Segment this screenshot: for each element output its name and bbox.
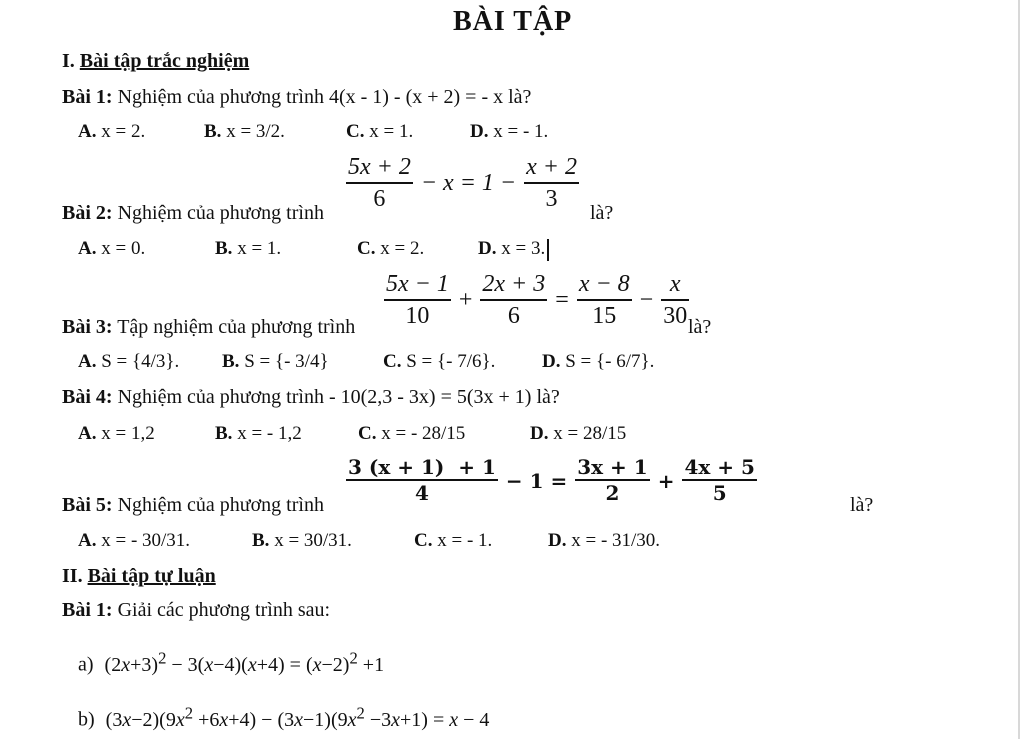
- fraction: [661, 271, 689, 331]
- option-value: x = - 28/15: [376, 423, 466, 444]
- option-b: [215, 423, 302, 445]
- equation-q3: [384, 271, 689, 331]
- option-c: [358, 423, 465, 445]
- numerator: x − 8: [577, 271, 632, 301]
- minus-operator: −: [639, 287, 654, 314]
- fraction: [480, 271, 547, 331]
- item-label: a): [78, 653, 94, 676]
- option-value: x = - 1.: [488, 121, 549, 142]
- option-key: C.: [414, 530, 433, 551]
- question-text: Nghiệm của phương trình: [112, 202, 324, 224]
- option-value: x = 0.: [96, 238, 146, 259]
- question-5: [62, 494, 324, 517]
- option-key: D.: [530, 423, 549, 444]
- exercise-1: [62, 599, 330, 622]
- denominator: 4: [414, 481, 429, 505]
- equals-operator: =: [555, 287, 569, 314]
- option-key: D.: [542, 351, 561, 372]
- option-key: B.: [204, 121, 222, 142]
- section-heading-text: I. Bài tập trắc nghiệm: [62, 50, 250, 72]
- question-text: Nghiệm của phương trình: [112, 494, 324, 516]
- option-value: x = - 1,2: [232, 423, 302, 444]
- denominator: 10: [405, 302, 430, 329]
- numerator: x + 2: [524, 154, 579, 184]
- option-key: B.: [215, 423, 233, 444]
- item-label: b): [78, 708, 95, 731]
- option-value: S = {- 6/7}.: [560, 351, 655, 372]
- text-cursor: [547, 239, 549, 261]
- option-d: [470, 121, 548, 143]
- denominator: 6: [373, 185, 386, 212]
- question-text: Tập nghiệm của phương trình: [112, 316, 356, 338]
- numerator: x: [661, 271, 689, 301]
- equation-operator: − x = 1 −: [420, 170, 517, 197]
- option-c: [414, 530, 492, 552]
- question-1: [62, 86, 531, 109]
- option-d: [530, 423, 626, 445]
- question-suffix: là?: [850, 494, 874, 516]
- option-a: [78, 238, 145, 260]
- denominator: 2: [605, 481, 620, 505]
- equation-1b: $(3x-2)(9x^2 +6x+4) - (3x-1)(9x^2 -3x+1) = x - 4$: [105, 703, 490, 731]
- denominator: 3: [545, 185, 558, 212]
- option-key: A.: [78, 423, 97, 444]
- option-value: x = 2.: [375, 238, 425, 259]
- question-label: Bài 4:: [62, 386, 113, 408]
- option-value: x = 28/15: [548, 423, 627, 444]
- option-d: [542, 351, 654, 373]
- option-a: [78, 423, 155, 445]
- exercise-label: Bài 1:: [62, 599, 113, 621]
- fraction: [577, 271, 632, 331]
- numerator: 3 (x + 1) + 1: [348, 455, 496, 479]
- option-key: C.: [383, 351, 402, 372]
- option-value: x = - 1.: [432, 530, 493, 551]
- option-key: C.: [357, 238, 376, 259]
- question-label: Bài 3:: [62, 316, 113, 338]
- question-text: Nghiệm của phương trình - 10(2,3 - 3x) = 5(3x + 1) là?: [112, 386, 560, 408]
- equation-1a: $(2x+3)^2 - 3(x-4)(x+4) = (x-2)^2 +1$: [104, 648, 385, 676]
- option-c: [383, 351, 495, 373]
- option-key: A.: [78, 530, 97, 551]
- question-4: [62, 386, 560, 409]
- section-heading-multiple-choice: [62, 50, 249, 73]
- denominator: 30: [663, 302, 688, 329]
- option-key: D.: [478, 238, 497, 259]
- option-key: A.: [78, 238, 97, 259]
- option-key: A.: [78, 121, 97, 142]
- option-value: x = 3.: [496, 238, 546, 259]
- option-value: S = {- 7/6}.: [401, 351, 496, 372]
- numerator: 4x + 5: [684, 455, 755, 479]
- option-value: x = 30/31.: [269, 530, 352, 551]
- fraction: [346, 456, 498, 506]
- option-d: [548, 530, 660, 552]
- option-value: x = 1.: [364, 121, 414, 142]
- question-2: [62, 202, 324, 225]
- numerator: 5x − 1: [384, 271, 451, 301]
- option-b: [222, 351, 329, 373]
- option-b: [252, 530, 352, 552]
- option-a: [78, 530, 190, 552]
- numerator: 3x + 1: [577, 455, 648, 479]
- question-label: Bài 2:: [62, 202, 113, 224]
- option-value: x = - 30/31.: [96, 530, 191, 551]
- fraction: [384, 271, 451, 331]
- denominator: 5: [712, 481, 727, 505]
- option-key: C.: [358, 423, 377, 444]
- page-edge: [1018, 0, 1020, 739]
- page-title: BÀI TẬP: [453, 6, 573, 37]
- question-3: [62, 316, 355, 339]
- option-a: [78, 351, 179, 373]
- option-key: D.: [548, 530, 567, 551]
- question-suffix: là?: [688, 316, 712, 338]
- denominator: 6: [507, 302, 520, 329]
- option-c: [346, 121, 413, 143]
- option-key: B.: [215, 238, 233, 259]
- option-d: [478, 238, 549, 261]
- option-value: x = - 31/30.: [566, 530, 661, 551]
- option-key: C.: [346, 121, 365, 142]
- option-value: x = 3/2.: [221, 121, 285, 142]
- fraction: [524, 154, 579, 214]
- option-value: x = 2.: [96, 121, 146, 142]
- equation-operator: − 1 =: [505, 469, 568, 493]
- numerator: 5x + 2: [346, 154, 413, 184]
- option-value: x = 1.: [232, 238, 282, 259]
- option-c: [357, 238, 424, 260]
- option-b: [215, 238, 281, 260]
- fraction: [346, 154, 413, 214]
- exercise-text: Giải các phương trình sau:: [112, 599, 331, 621]
- plus-operator: +: [657, 469, 675, 493]
- option-a: [78, 121, 145, 143]
- option-value: S = {- 3/4}: [239, 351, 329, 372]
- fraction: [682, 456, 756, 506]
- question-text: Nghiệm của phương trình 4(x - 1) - (x + 2) = - x là?: [112, 86, 532, 108]
- option-key: A.: [78, 351, 97, 372]
- option-value: S = {4/3}.: [96, 351, 180, 372]
- option-key: B.: [222, 351, 240, 372]
- question-label: Bài 1:: [62, 86, 113, 108]
- option-b: [204, 121, 285, 143]
- question-suffix: là?: [590, 202, 614, 224]
- denominator: 15: [592, 302, 617, 329]
- option-key: B.: [252, 530, 270, 551]
- section-heading-essay: II. Bài tập tự luận: [62, 565, 216, 587]
- plus-operator: +: [458, 287, 473, 314]
- question-label: Bài 5:: [62, 494, 113, 516]
- equation-q2: [346, 154, 579, 214]
- numerator: 2x + 3: [480, 271, 547, 301]
- exercise-1b: [78, 703, 489, 732]
- option-value: x = 1,2: [96, 423, 155, 444]
- fraction: [575, 456, 649, 506]
- exercise-1a: [78, 648, 384, 677]
- option-key: D.: [470, 121, 489, 142]
- equation-q5: [346, 456, 757, 506]
